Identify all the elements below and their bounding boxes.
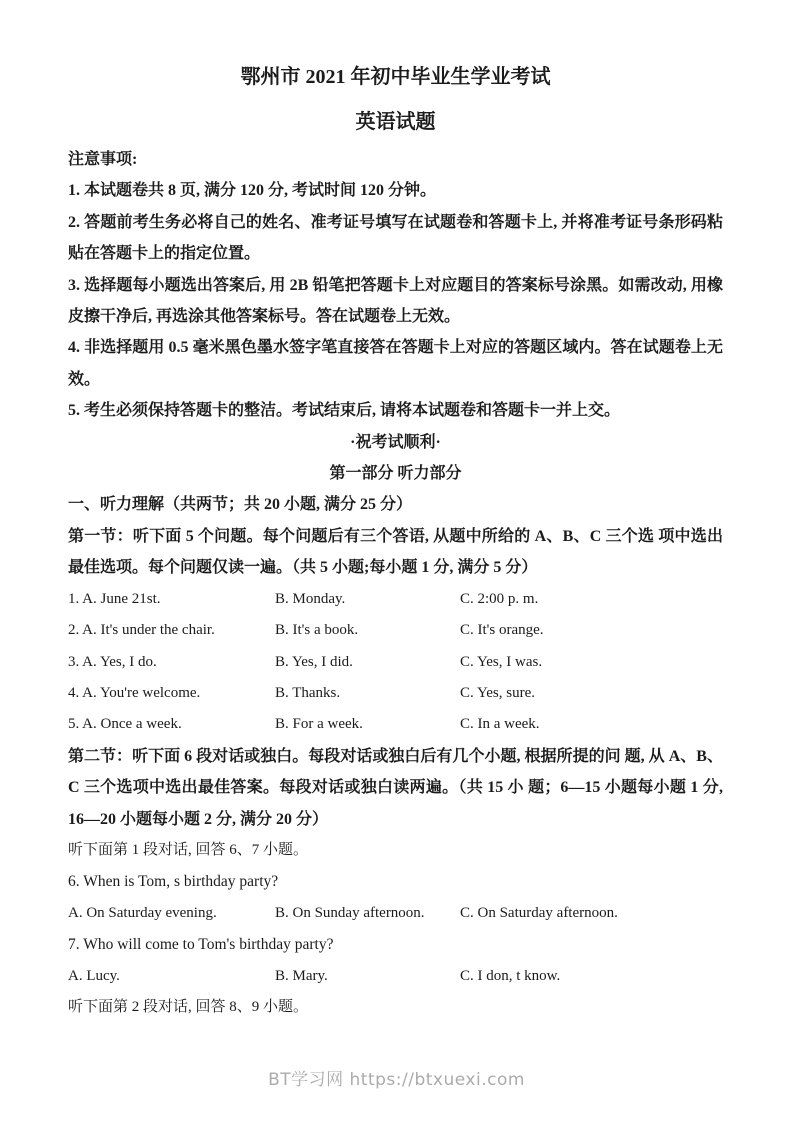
q5-option-b: B. For a week.: [275, 716, 363, 733]
site-watermark: BT学习网 https://btxuexi.com: [268, 1070, 525, 1090]
dialog2-lead: 听下面第 2 段对话, 回答 8、9 小题。: [68, 998, 309, 1015]
q2-option-b: B. It's a book.: [275, 622, 359, 639]
notice-item-5: 5. 考生必须保持答题卡的整洁。考试结束后, 请将本试题卷和答题卡一并上交。: [68, 402, 621, 420]
q7-stem: 7. Who will come to Tom's birthday party?: [68, 936, 334, 954]
option-row-q1: [68, 584, 723, 615]
q7-option-a: A. Lucy.: [68, 967, 120, 984]
q1-option-b: B. Monday.: [275, 590, 346, 607]
q4-option-a: 4. A. You're welcome.: [68, 684, 201, 701]
blessing-line: ·祝考试顺利·: [350, 433, 441, 451]
q7-option-c: C. I don, t know.: [460, 967, 561, 984]
option-row-q2: [68, 615, 723, 646]
section2-intro: 第二节：听下面 6 段对话或独白。每段对话或独白后有几个小题, 根据所提的问 题, 从 A、B、C 三个选项中选出最佳答案。每段对话或独白读两遍。（共 15 小 题；6—15 小题每小题 1 分, 16—20 小题每小题 2 分, 满分 20 分）: [68, 747, 723, 828]
notice-item-3: 3. 选择题每小题选出答案后, 用 2B 铅笔把答题卡上对应题目的答案标号涂黑。如需改动, 用橡皮擦干净后, 再选涂其他答案标号。答在试题卷上无效。: [68, 276, 723, 326]
exam-title: 鄂州市 2021 年初中毕业生学业考试: [240, 66, 551, 88]
section1-intro: 第一节：听下面 5 个问题。每个问题后有三个答语, 从题中所给的 A、B、C 三个选 项中选出最佳选项。每个问题仅读一遍。（共 5 小题;每小题 1 分, 满分 5 分）: [68, 527, 723, 577]
notice-item-2: 2. 答题前考生务必将自己的姓名、准考证号填写在试题卷和答题卡上, 并将准考证号条形码粘贴在答题卡上的指定位置。: [68, 213, 723, 263]
q4-option-b: B. Thanks.: [275, 684, 341, 701]
q3-option-c: C. Yes, I was.: [460, 653, 543, 670]
notice-item-1: 1. 本试题卷共 8 页, 满分 120 分, 考试时间 120 分钟。: [68, 182, 437, 200]
q2-option-a: 2. A. It's under the chair.: [68, 622, 215, 639]
listening-heading: 一、听力理解（共两节；共 20 小题, 满分 25 分）: [68, 496, 413, 514]
notice-heading: 注意事项:: [68, 151, 138, 168]
dialog1-lead: 听下面第 1 段对话, 回答 6、7 小题。: [68, 841, 309, 858]
q5-option-c: C. In a week.: [460, 716, 540, 733]
q6-option-b: B. On Sunday afternoon.: [275, 904, 425, 921]
q3-option-b: B. Yes, I did.: [275, 653, 353, 670]
q1-option-c: C. 2:00 p. m.: [460, 590, 539, 607]
q6-stem: 6. When is Tom, s birthday party?: [68, 873, 279, 891]
q5-option-a: 5. A. Once a week.: [68, 716, 182, 733]
part1-heading: 第一部分 听力部分: [329, 465, 462, 483]
option-row-q4: [68, 678, 723, 709]
q7-option-b: B. Mary.: [275, 967, 328, 984]
exam-subtitle: 英语试题: [355, 111, 436, 133]
q6-option-a: A. On Saturday evening.: [68, 904, 217, 921]
q1-option-a: 1. A. June 21st.: [68, 590, 161, 607]
option-row-q3: [68, 647, 723, 678]
option-row-q5: [68, 709, 723, 740]
option-row-q7: [68, 961, 723, 992]
q3-option-a: 3. A. Yes, I do.: [68, 653, 157, 670]
q4-option-c: C. Yes, sure.: [460, 684, 536, 701]
notice-item-4: 4. 非选择题用 0.5 毫米黑色墨水签字笔直接答在答题卡上对应的答题区域内。答在试题卷上无效。: [68, 339, 723, 388]
q6-option-c: C. On Saturday afternoon.: [460, 904, 618, 921]
option-row-q6: [68, 898, 723, 929]
q2-option-c: C. It's orange.: [460, 622, 544, 639]
